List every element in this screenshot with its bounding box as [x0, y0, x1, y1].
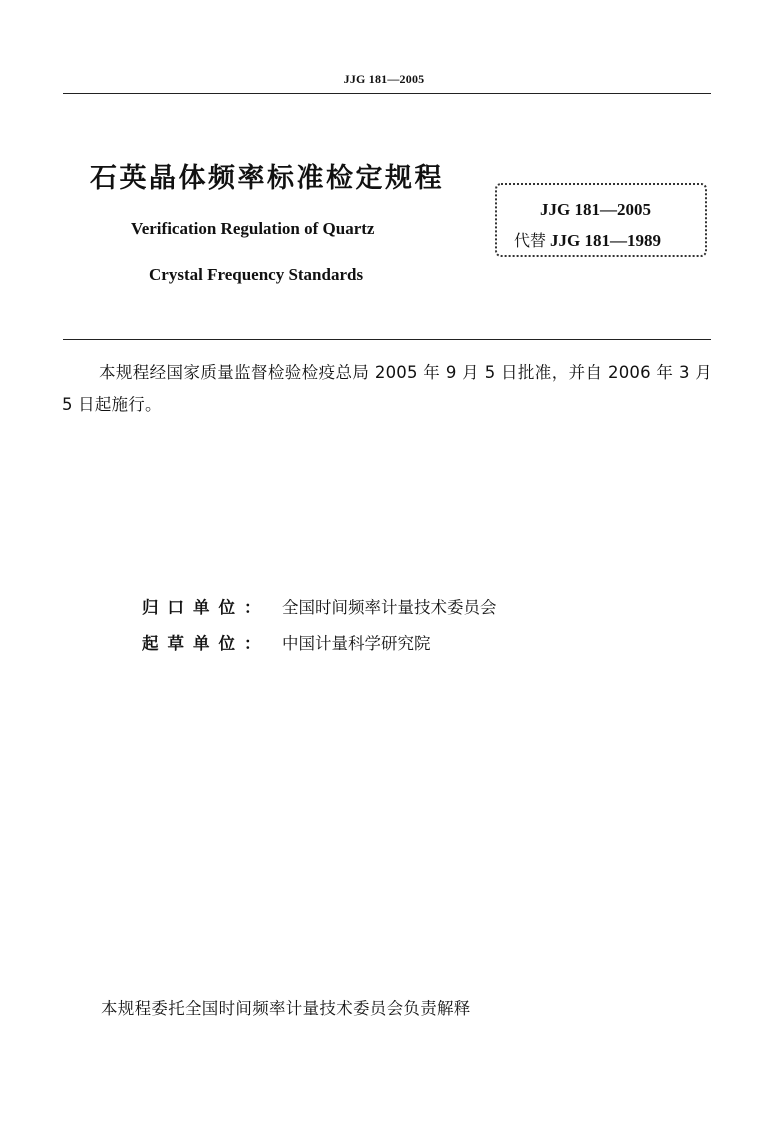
- title-chinese: 石英晶体频率标准检定规程: [90, 163, 444, 194]
- approval-paragraph: 本规程经国家质量监督检验检疫总局 2005 年 9 月 5 日批准，并自 2006 年 3 月 5 日起施行。: [62, 363, 712, 414]
- title-english-line1: Verification Regulation of Quartz: [131, 219, 375, 238]
- replaced-standard: [514, 228, 661, 251]
- current-standard-code: JJG 181—2005: [540, 200, 651, 219]
- replaces-prefix: 代替: [514, 231, 547, 250]
- responsible-unit-value: 全国时间频率计量技术委员会: [282, 598, 497, 617]
- drafting-unit-value: 中国计量科学研究院: [282, 634, 431, 653]
- responsible-unit-row: [142, 594, 497, 618]
- drafting-unit-row: [142, 630, 431, 654]
- header-standard-code: JJG 181—2005: [343, 72, 425, 86]
- responsible-unit-label: 归口单位：: [142, 598, 270, 617]
- replaced-standard-code: JJG 181—1989: [550, 231, 661, 250]
- drafting-unit-label: 起草单位：: [142, 634, 270, 653]
- interpretation-note: 本规程委托全国时间频率计量技术委员会负责解释: [101, 999, 471, 1018]
- header-rule: [63, 93, 711, 94]
- title-divider-rule: [63, 339, 711, 340]
- title-english-line2: Crystal Frequency Standards: [149, 265, 364, 284]
